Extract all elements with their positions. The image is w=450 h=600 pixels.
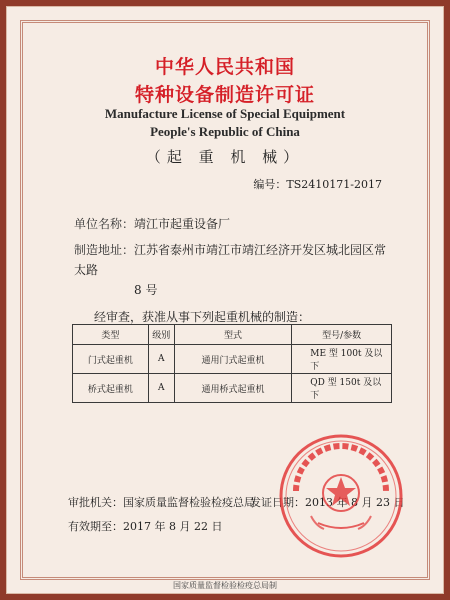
table-header-row: [73, 325, 392, 345]
title-cn-line1: 中华人民共和国: [154, 56, 295, 78]
serial-value: TS2410171-2017: [286, 178, 382, 191]
title-en-line2: People's Republic of China: [150, 124, 300, 139]
cell-form: 通用门式起重机: [174, 345, 292, 374]
header-model: 型号/参数: [292, 325, 392, 345]
cell-model: QD 型 150t 及以下: [292, 374, 392, 403]
unit-label: 单位名称：: [74, 217, 135, 231]
issue-date-value: 2013 年 8 月 23 日: [305, 496, 405, 509]
cell-level: A: [148, 345, 174, 374]
title-en-line1: Manufacture License of Special Equipment: [104, 106, 346, 121]
header-form: 型式: [174, 325, 292, 345]
issuing-authority: [68, 494, 255, 510]
issue-date-label: 发证日期：: [250, 496, 305, 509]
issuer-value: 国家质量监督检验检疫总局: [123, 496, 255, 509]
cell-type: 桥式起重机: [73, 374, 149, 403]
issuer-label: 审批机关：: [68, 496, 123, 509]
table-row: [73, 374, 392, 403]
header-level: 级别: [148, 325, 174, 345]
equipment-category: （起 重 机 械）: [145, 148, 305, 166]
address-value-line1: 江苏省泰州市靖江市靖江经济开发区城北园区常太路: [74, 243, 387, 277]
serial-label: 编号：: [253, 178, 287, 191]
footer-text: 国家质量监督检验检疫总局制: [173, 581, 277, 590]
header-type: 类型: [73, 325, 149, 345]
equipment-table: [72, 324, 392, 403]
valid-until: [68, 518, 222, 534]
title-cn-line2: 特种设备制造许可证: [134, 84, 315, 106]
cell-model: ME 型 100t 及以下: [292, 345, 392, 374]
unit-name-row: [74, 215, 230, 232]
cell-type: 门式起重机: [73, 345, 149, 374]
serial-number: [253, 176, 382, 192]
valid-label: 有效期至：: [68, 520, 123, 533]
certificate-sheet: [6, 6, 444, 594]
cell-form: 通用桥式起重机: [174, 374, 292, 403]
table-row: [73, 345, 392, 374]
cell-level: A: [148, 374, 174, 403]
unit-value: 靖江市起重设备厂: [134, 217, 231, 231]
address-row: [74, 240, 394, 300]
review-statement: 经审查，获准从事下列起重机械的制造：: [94, 310, 311, 324]
address-value-line2: 8 号: [134, 283, 158, 297]
address-label: 制造地址：: [74, 243, 135, 257]
official-seal-icon: [276, 431, 406, 561]
valid-value: 2017 年 8 月 22 日: [123, 520, 223, 533]
